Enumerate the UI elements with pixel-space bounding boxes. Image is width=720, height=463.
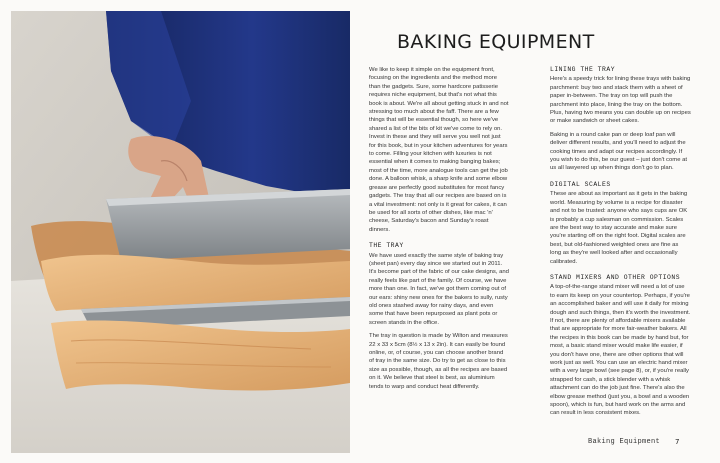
section-heading-lining: LINING THE TRAY	[550, 66, 616, 73]
lining-paragraph: Baking in a round cake pan or deep loaf pan will deliver different results, and you'll need to adjust the cooking times and adapt our recipes accordingly. If you wish to do this, be our guest – just don't come at us all lawyered up when things don't go to plan.	[550, 131, 688, 172]
baking-tray-photo	[11, 11, 350, 453]
page-footer	[0, 438, 720, 450]
left-column	[369, 66, 509, 396]
section-heading-mixers: STAND MIXERS AND OTHER OPTIONS	[550, 273, 681, 281]
running-head: Baking Equipment	[587, 438, 660, 446]
right-column	[550, 66, 691, 423]
section-heading-tray: THE TRAY	[369, 242, 404, 250]
section-heading-scales: DIGITAL SCALES	[550, 180, 611, 188]
lining-paragraph: Here's a speedy trick for lining these trays with baking parchment: buy two and stack them with a sheet of paper in-between. The tray on top will push the parchment into place, lining the tray on the bottom. Plus, having two means you can double up on recipes or make sandwich or sheet cakes.	[550, 76, 691, 125]
page-number: 7	[675, 438, 680, 446]
page-title: BAKING EQUIPMENT	[397, 31, 595, 53]
intro-paragraph: We like to keep it simple on the equipment front, focusing on the ingredients and the method more than the gadgets. Sure, some hardcore patisserie requires niche equipment, but that's not what this book is about. We're all about getting stuck in and not stressing too much about the faff. There are a few things that will be essential though, so here we've shared a list of the bits of kit we've come to rely on. Invest in these and they will serve you well not just for this book, but in your kitchen adventures for years to come. Filling your kitchen with luxuries is not essential when it comes to making banging bakes; most of the time, more analogue tools can get the job done. A balloon whisk, a sharp knife and some elbow grease are perfectly good substitutes for most fancy gadgets. The tray that all our recipes are based on is a vital investment: not only is it great for cakes, it can be used for all sorts of other dishes, like mac 'n' cheese, Saturday's bacon and Sunday's roast dinners.	[369, 67, 509, 233]
mixers-paragraph: A top-of-the-range stand mixer will need a lot of use to earn its keep on your countertop. Perhaps, if you're an accomplished baker and will use it daily for mixing dough and such things, then it's worth the investment. If not, there are plenty of affordable mixers available that are appropriate for more fair-weather bakers. All the recipes in this book can be made by hand but, for most, a basic stand mixer would make life easier, if you don't have one, there are other options that will work just as well. You can use an electric hand mixer with a very large bowl (see page 8), or, if you're really strapped for cash, a stick blender with a whisk attachment can do the job just fine. There's also the elbow grease method (just you, a bowl and a wooden spoon), which is fun, but hard work on the arms and can result in less consistent mixes.	[550, 284, 691, 417]
tray-paragraph: We have used exactly the same style of baking tray (sheet pan) every day since we started out in 2011. It's become part of the fabric of our cake designs, and really feels like part of the family. Of course, we have more than one. In fact, we've got them coming out of our ears: shiny new ones for the bakers to sully, rusty old ones stashed away for rainy days, and even some that have been repurposed as plant pots or screen stands in the office.	[369, 252, 509, 326]
tray-paragraph: The tray in question is made by Wilton and measures 22 x 33 x 5cm (8½ x 13 x 2in). It can easily be found online, or, of course, you can choose another brand of tray in the same size. Do try to get as close to this size as possible, though, as all the recipes are based on it. We believe that steel is best, as aluminium tends to warp and conduct heat differently.	[369, 333, 508, 390]
scales-paragraph: These are about as important as it gets in the baking world. Measuring by volume is a recipe for disaster and not to be trusted: anyone who says cups are OK is probably a cup salesman on commission. Scales are the best way to stay accurate and make sure you're starting off on the right foot. Digital scales are best, but old-fashioned weighted ones are fine as long as they're well looked after and occasionally calibrated.	[550, 191, 688, 265]
